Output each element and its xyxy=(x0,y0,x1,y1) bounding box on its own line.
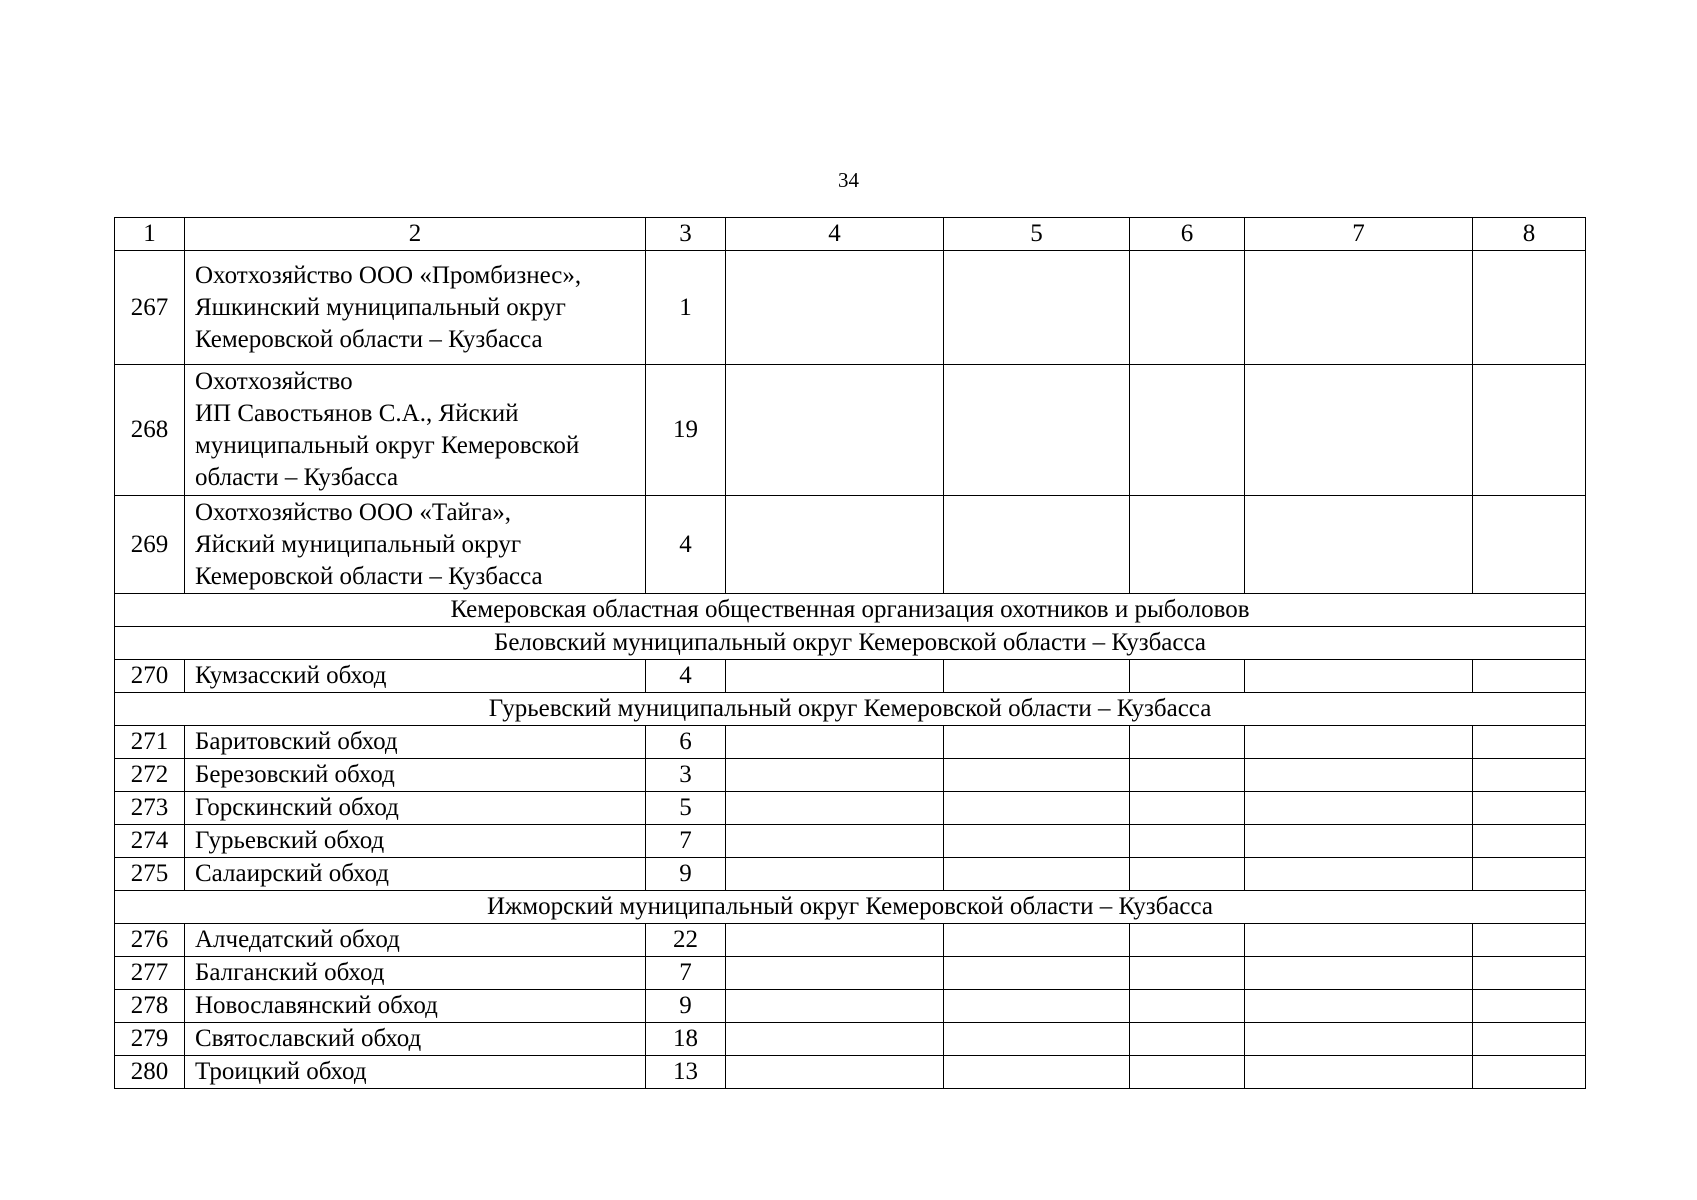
row-name xyxy=(185,1056,646,1089)
empty-cell-col-8 xyxy=(1473,365,1586,496)
empty-cell-col-5 xyxy=(944,365,1130,496)
empty-cell-col-5 xyxy=(944,1023,1130,1056)
row-name-line: ИП Савостьянов С.А., Яйский xyxy=(195,400,519,427)
row-name-line: Яйский муниципальный округ xyxy=(195,530,522,558)
empty-cell-col-6 xyxy=(1130,251,1245,365)
header-cell-5: 5 xyxy=(944,218,1130,251)
row-name-line: Кемеровской области – Кузбасса xyxy=(195,562,543,590)
empty-cell-col-4 xyxy=(726,957,944,990)
row-number: 280 xyxy=(115,1056,185,1089)
empty-cell-col-6 xyxy=(1130,1023,1245,1056)
empty-cell-col-7 xyxy=(1245,660,1473,693)
empty-cell-col-8 xyxy=(1473,251,1586,365)
row-name-line: Охотхозяйство ООО «Тайга», xyxy=(195,498,512,526)
empty-cell-col-8 xyxy=(1473,1056,1586,1089)
row-number: 275 xyxy=(115,858,185,891)
row-number: 269 xyxy=(115,496,185,594)
table-row xyxy=(115,759,1586,792)
row-number: 271 xyxy=(115,726,185,759)
row-name xyxy=(185,759,646,792)
row-name-line: Охотхозяйство xyxy=(195,368,353,395)
empty-cell-col-5 xyxy=(944,496,1130,594)
empty-cell-col-7 xyxy=(1245,990,1473,1023)
empty-cell-col-4 xyxy=(726,660,944,693)
row-name-line: Балганский обход xyxy=(195,959,385,986)
header-cell-8: 8 xyxy=(1473,218,1586,251)
empty-cell-col-7 xyxy=(1245,1056,1473,1089)
row-number: 277 xyxy=(115,957,185,990)
row-count: 13 xyxy=(646,1056,726,1089)
row-name xyxy=(185,957,646,990)
row-count: 18 xyxy=(646,1023,726,1056)
empty-cell-col-4 xyxy=(726,858,944,891)
table-row xyxy=(115,924,1586,957)
row-name xyxy=(185,990,646,1023)
empty-cell-col-6 xyxy=(1130,858,1245,891)
row-name xyxy=(185,365,646,496)
row-count: 7 xyxy=(646,957,726,990)
row-name-line: Баритовский обход xyxy=(195,728,398,755)
empty-cell-col-5 xyxy=(944,792,1130,825)
page-number: 34 xyxy=(838,168,859,192)
empty-cell-col-7 xyxy=(1245,726,1473,759)
section-row xyxy=(115,693,1586,726)
empty-cell-col-4 xyxy=(726,1056,944,1089)
empty-cell-col-8 xyxy=(1473,496,1586,594)
empty-cell-col-8 xyxy=(1473,792,1586,825)
header-cell-3: 3 xyxy=(646,218,726,251)
empty-cell-col-8 xyxy=(1473,858,1586,891)
empty-cell-col-5 xyxy=(944,990,1130,1023)
row-count: 4 xyxy=(646,660,726,693)
row-name-line: Троицкий обход xyxy=(195,1058,367,1085)
empty-cell-col-6 xyxy=(1130,825,1245,858)
table-row xyxy=(115,496,1586,594)
row-count: 9 xyxy=(646,990,726,1023)
row-count: 3 xyxy=(646,759,726,792)
empty-cell-col-5 xyxy=(944,759,1130,792)
row-name xyxy=(185,1023,646,1056)
empty-cell-col-4 xyxy=(726,251,944,365)
empty-cell-col-4 xyxy=(726,924,944,957)
data-table xyxy=(114,217,1586,1089)
empty-cell-col-7 xyxy=(1245,792,1473,825)
empty-cell-col-4 xyxy=(726,365,944,496)
row-count: 5 xyxy=(646,792,726,825)
row-number: 278 xyxy=(115,990,185,1023)
empty-cell-col-5 xyxy=(944,660,1130,693)
empty-cell-col-6 xyxy=(1130,726,1245,759)
empty-cell-col-7 xyxy=(1245,365,1473,496)
empty-cell-col-7 xyxy=(1245,1023,1473,1056)
row-name-line: Горскинский обход xyxy=(195,794,399,821)
empty-cell-col-6 xyxy=(1130,1056,1245,1089)
row-number: 273 xyxy=(115,792,185,825)
empty-cell-col-6 xyxy=(1130,365,1245,496)
row-number: 279 xyxy=(115,1023,185,1056)
row-name xyxy=(185,660,646,693)
table-row xyxy=(115,726,1586,759)
row-name-line: Кумзасский обход xyxy=(195,662,387,689)
row-count: 1 xyxy=(646,251,726,365)
empty-cell-col-8 xyxy=(1473,825,1586,858)
row-name-line: области – Кузбасса xyxy=(195,464,399,491)
row-name xyxy=(185,792,646,825)
table-body xyxy=(115,218,1586,1089)
empty-cell-col-4 xyxy=(726,792,944,825)
empty-cell-col-6 xyxy=(1130,924,1245,957)
table-row xyxy=(115,660,1586,693)
empty-cell-col-6 xyxy=(1130,496,1245,594)
row-name-line: Кемеровской области – Кузбасса xyxy=(195,325,543,353)
section-row xyxy=(115,627,1586,660)
empty-cell-col-5 xyxy=(944,957,1130,990)
row-count: 19 xyxy=(646,365,726,496)
empty-cell-col-7 xyxy=(1245,496,1473,594)
empty-cell-col-6 xyxy=(1130,660,1245,693)
empty-cell-col-8 xyxy=(1473,924,1586,957)
row-count: 9 xyxy=(646,858,726,891)
empty-cell-col-7 xyxy=(1245,858,1473,891)
header-cell-1: 1 xyxy=(115,218,185,251)
header-cell-7: 7 xyxy=(1245,218,1473,251)
empty-cell-col-4 xyxy=(726,726,944,759)
empty-cell-col-5 xyxy=(944,924,1130,957)
table-row xyxy=(115,1023,1586,1056)
table-row xyxy=(115,858,1586,891)
empty-cell-col-4 xyxy=(726,990,944,1023)
row-name xyxy=(185,251,646,365)
table-row xyxy=(115,1056,1586,1089)
row-name-line: Салаирский обход xyxy=(195,860,390,887)
empty-cell-col-7 xyxy=(1245,957,1473,990)
section-title: Кемеровская областная общественная организация охотников и рыболовов xyxy=(115,594,1586,627)
section-title: Беловский муниципальный округ Кемеровской области – Кузбасса xyxy=(115,627,1586,660)
empty-cell-col-8 xyxy=(1473,759,1586,792)
row-name-line: Святославский обход xyxy=(195,1025,422,1052)
table-header-row xyxy=(115,218,1586,251)
empty-cell-col-8 xyxy=(1473,660,1586,693)
empty-cell-col-4 xyxy=(726,1023,944,1056)
empty-cell-col-5 xyxy=(944,825,1130,858)
section-title: Ижморский муниципальный округ Кемеровской области – Кузбасса xyxy=(115,891,1586,924)
row-name-line: Яшкинский муниципальный округ xyxy=(195,293,566,321)
empty-cell-col-5 xyxy=(944,1056,1130,1089)
row-name xyxy=(185,858,646,891)
row-count: 4 xyxy=(646,496,726,594)
row-name xyxy=(185,924,646,957)
empty-cell-col-5 xyxy=(944,858,1130,891)
row-count: 7 xyxy=(646,825,726,858)
empty-cell-col-5 xyxy=(944,251,1130,365)
empty-cell-col-7 xyxy=(1245,924,1473,957)
section-title: Гурьевский муниципальный округ Кемеровской области – Кузбасса xyxy=(115,693,1586,726)
empty-cell-col-5 xyxy=(944,726,1130,759)
row-number: 276 xyxy=(115,924,185,957)
row-name-line: Охотхозяйство ООО «Промбизнес», xyxy=(195,261,582,289)
table-row xyxy=(115,251,1586,365)
empty-cell-col-6 xyxy=(1130,990,1245,1023)
empty-cell-col-7 xyxy=(1245,825,1473,858)
table-row xyxy=(115,365,1586,496)
row-number: 272 xyxy=(115,759,185,792)
table-row xyxy=(115,957,1586,990)
table-row xyxy=(115,990,1586,1023)
header-cell-6: 6 xyxy=(1130,218,1245,251)
empty-cell-col-7 xyxy=(1245,251,1473,365)
section-row xyxy=(115,891,1586,924)
empty-cell-col-7 xyxy=(1245,759,1473,792)
empty-cell-col-8 xyxy=(1473,726,1586,759)
empty-cell-col-8 xyxy=(1473,990,1586,1023)
empty-cell-col-4 xyxy=(726,496,944,594)
row-name-line: Гурьевский обход xyxy=(195,827,385,854)
empty-cell-col-8 xyxy=(1473,957,1586,990)
empty-cell-col-6 xyxy=(1130,759,1245,792)
row-number: 274 xyxy=(115,825,185,858)
row-name-line: Алчедатский обход xyxy=(195,926,400,953)
row-count: 22 xyxy=(646,924,726,957)
empty-cell-col-8 xyxy=(1473,1023,1586,1056)
header-cell-2: 2 xyxy=(185,218,646,251)
row-number: 267 xyxy=(115,251,185,365)
section-row xyxy=(115,594,1586,627)
row-count: 6 xyxy=(646,726,726,759)
row-name xyxy=(185,825,646,858)
empty-cell-col-6 xyxy=(1130,957,1245,990)
row-number: 268 xyxy=(115,365,185,496)
row-name-line: Новославянский обход xyxy=(195,992,438,1019)
table-row xyxy=(115,792,1586,825)
empty-cell-col-4 xyxy=(726,825,944,858)
empty-cell-col-4 xyxy=(726,759,944,792)
row-number: 270 xyxy=(115,660,185,693)
row-name xyxy=(185,496,646,594)
empty-cell-col-6 xyxy=(1130,792,1245,825)
row-name xyxy=(185,726,646,759)
row-name-line: Березовский обход xyxy=(195,761,395,788)
table-row xyxy=(115,825,1586,858)
row-name-line: муниципальный округ Кемеровской xyxy=(195,432,580,459)
header-cell-4: 4 xyxy=(726,218,944,251)
